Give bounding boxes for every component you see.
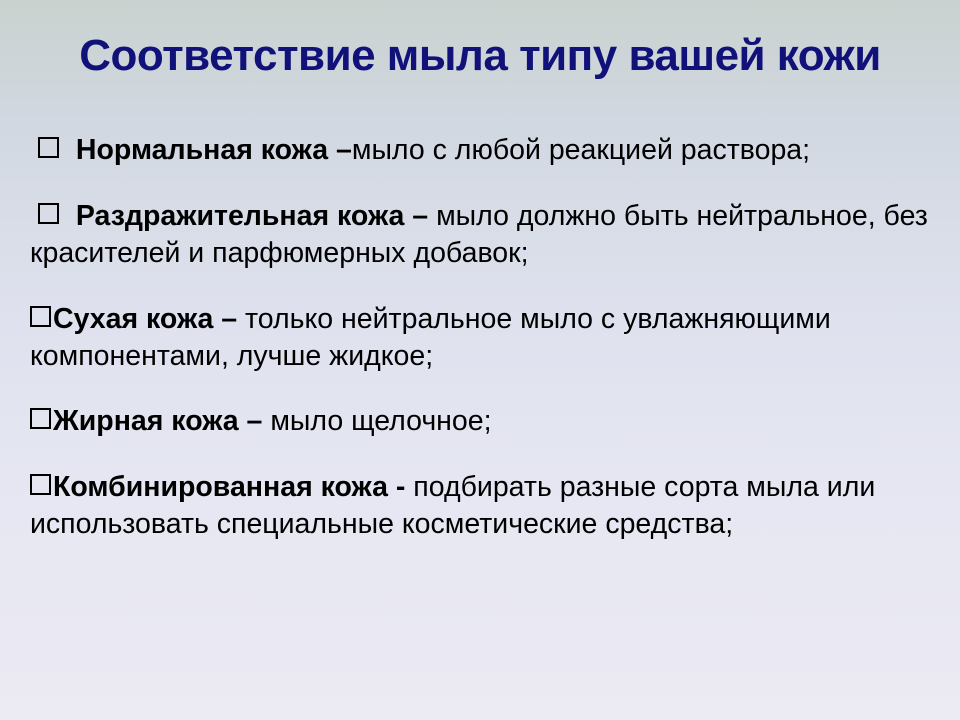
square-bullet-icon	[30, 474, 51, 495]
list-item	[30, 469, 930, 543]
list-item-rest: подбирать разные сорта мыла или использовать специальные косметические средства;	[30, 470, 876, 540]
list-item-lead: Комбинированная кожа -	[53, 470, 414, 503]
list-item-rest: мыло должно быть нейтральное, без красителей и парфюмерных добавок;	[30, 199, 928, 269]
list-item	[30, 301, 930, 375]
list-item-lead: Нормальная кожа –	[68, 134, 352, 167]
list-item	[30, 403, 930, 440]
list-item-lead: Жирная кожа –	[53, 405, 271, 438]
list-item-rest: только нейтральное мыло с увлажняющими компонентами, лучше жидкое;	[30, 302, 831, 372]
square-bullet-icon	[30, 306, 51, 327]
list-item-rest: мыло щелочное;	[270, 405, 492, 438]
slide-body	[0, 82, 960, 543]
square-bullet-icon	[38, 203, 59, 224]
list-item-lead: Раздражительная кожа –	[68, 199, 437, 232]
list-item-lead: Сухая кожа –	[53, 302, 246, 335]
list-item-rest: мыло с любой реакцией раствора;	[351, 134, 811, 167]
list-item	[30, 198, 930, 272]
square-bullet-icon	[38, 137, 59, 158]
square-bullet-icon	[30, 408, 51, 429]
page-title: Соответствие мыла типу вашей кожи	[79, 31, 881, 80]
list-item	[30, 132, 930, 169]
